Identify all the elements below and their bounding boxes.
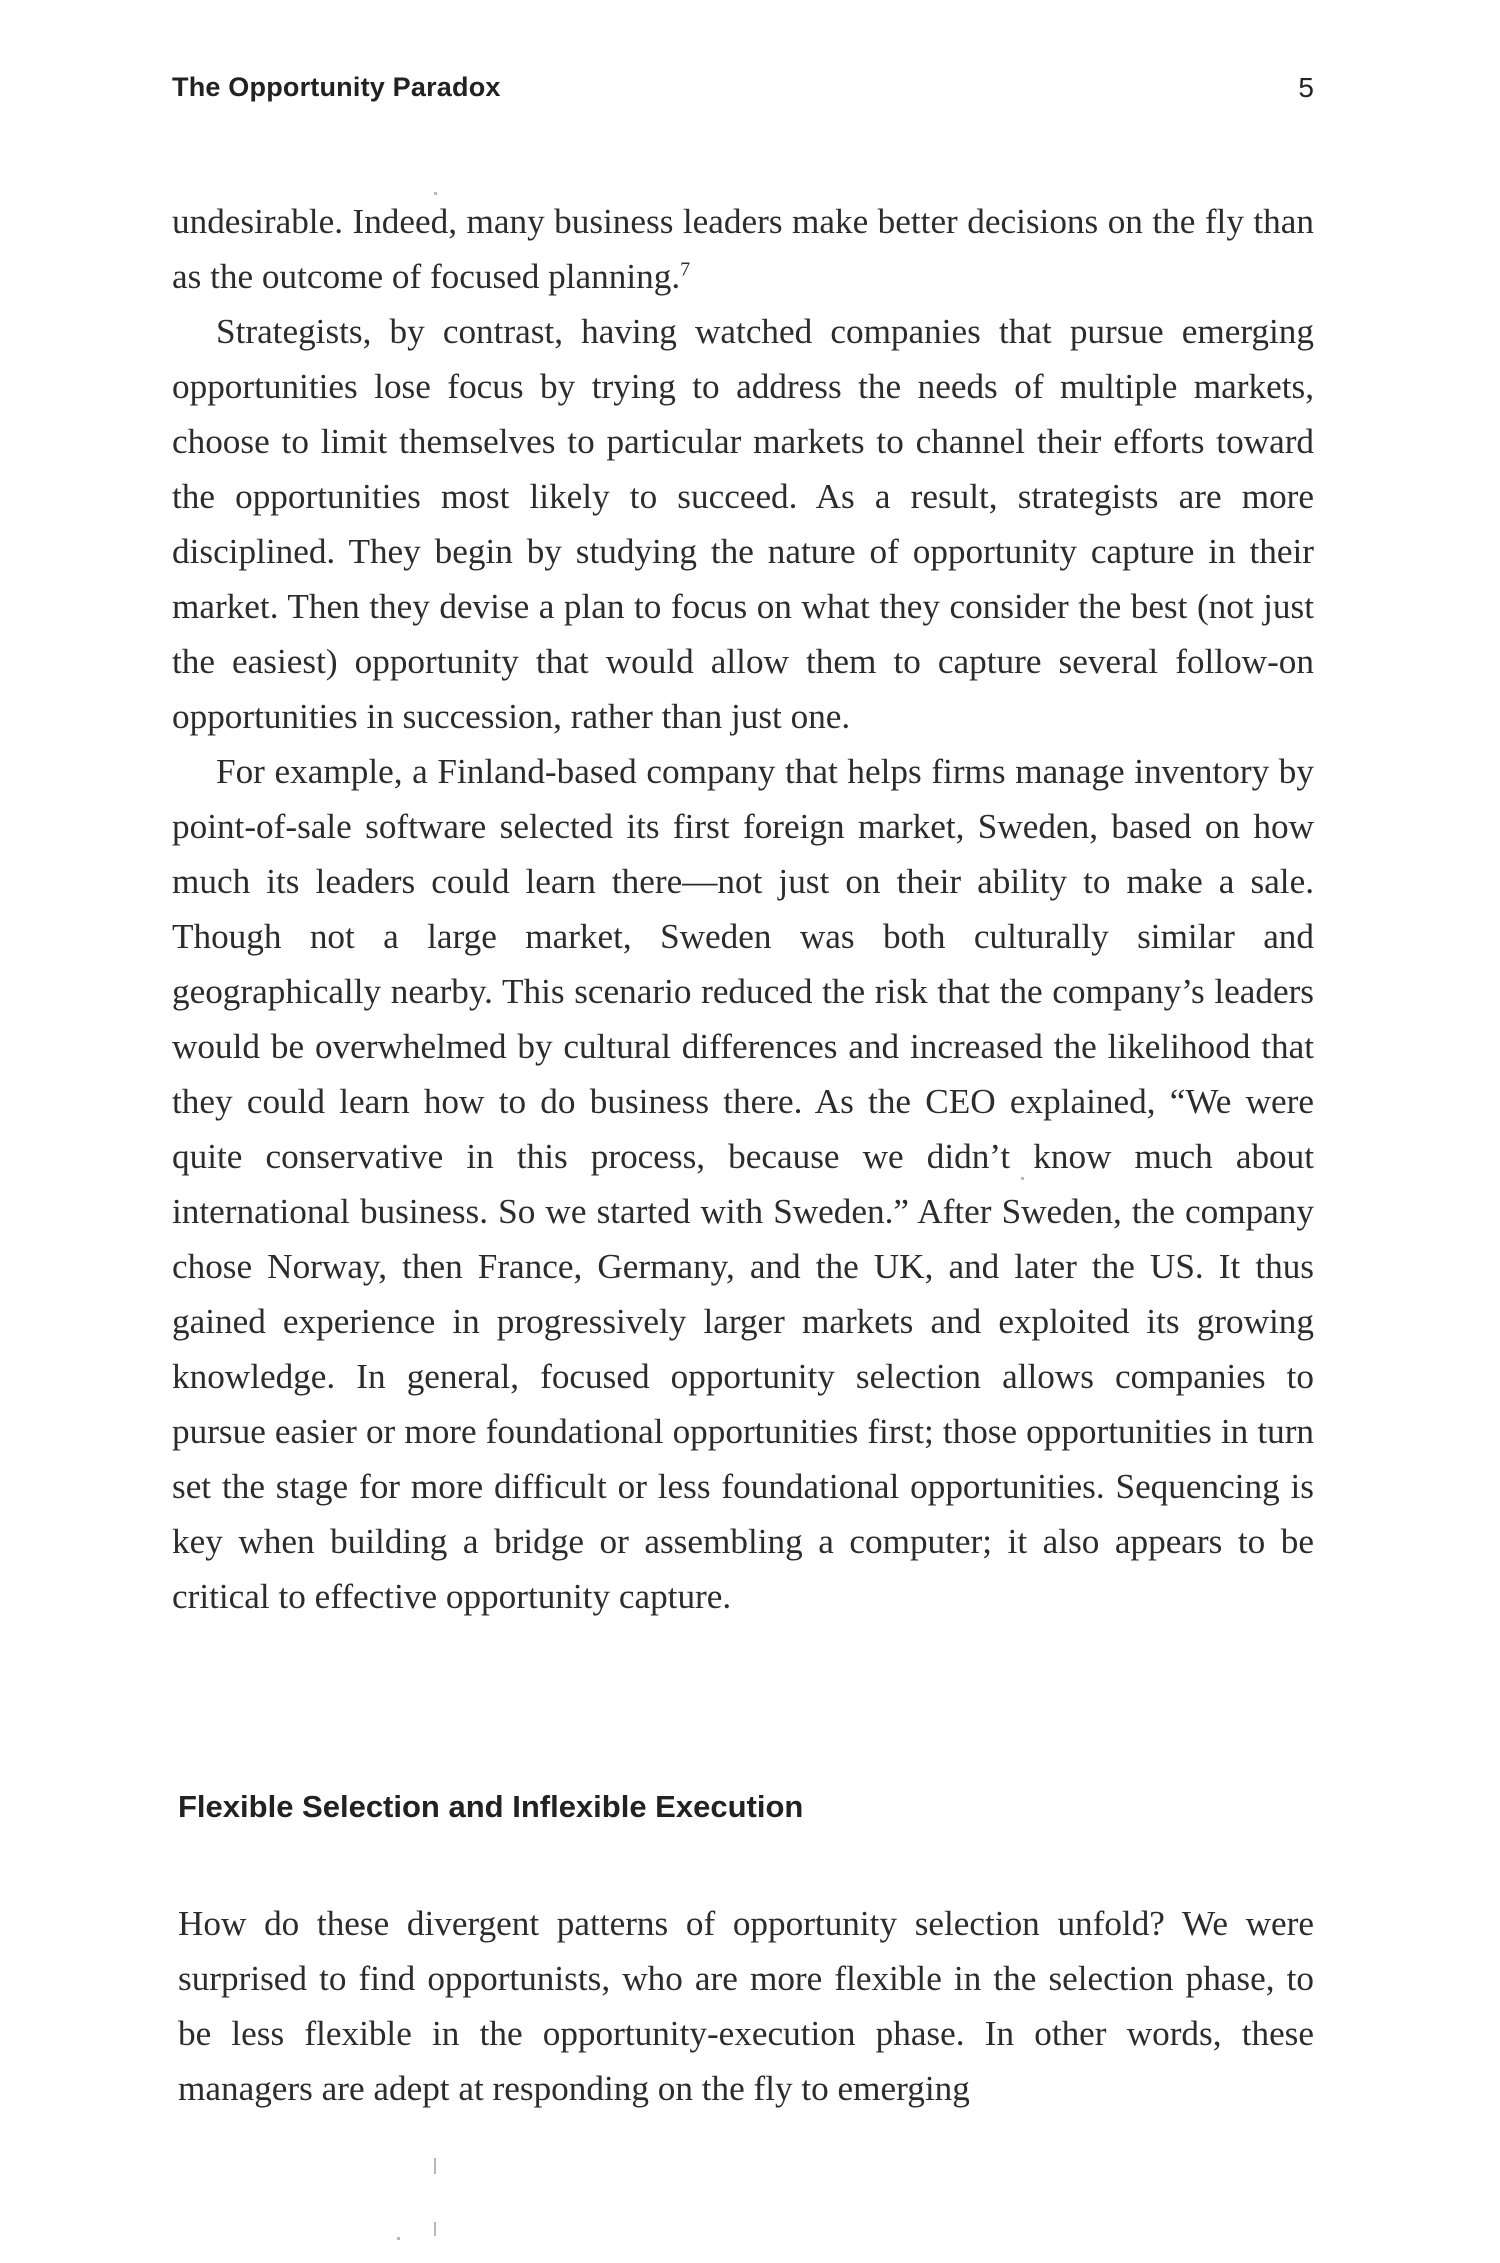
scan-speck	[434, 2158, 436, 2174]
paragraph-text: For example, a Finland-based company that helps firms manage inventory by point-of-sale software selected its first foreign market, Sweden, based on how much its leaders could learn there—not just on their ability to make a sale. Though not a large market, Sweden was both culturally similar and geographically nearby. This scenario reduced the risk that the company’s leaders would be overwhelmed by cultural differences and increased the likelihood that they could learn how to do business there. As the CEO explained, “We were quite conservative in this process, because we didn’t know much about international business. So we started with Sweden.” After Sweden, the company chose Norway, then France, Germany, and the UK, and later the US. It thus gained experience in progressively larger markets and exploited its growing knowledge. In general, focused opportunity selection allows companies to pursue easier or more foundational opportunities first; those opportunities in turn set the stage for more difficult or less foundational opportunities. Sequencing is key when building a bridge or assembling a computer; it also appears to be critical to effective opportunity capture.	[172, 752, 1314, 1616]
scan-speck	[434, 192, 437, 195]
footnote-marker: 7	[680, 258, 691, 281]
section-heading: Flexible Selection and Inflexible Execution	[178, 1789, 804, 1824]
paragraph-text: undesirable. Indeed, many business leaders make better decisions on the fly than as the outcome of focused planning.	[172, 202, 1314, 296]
scan-speck	[397, 2237, 400, 2240]
page-number: 5	[1298, 72, 1314, 103]
paragraph	[172, 304, 1314, 744]
paragraph	[172, 194, 1314, 304]
paragraph	[172, 744, 1314, 1624]
section-body-text	[178, 1896, 1314, 2116]
paragraph-text: Strategists, by contrast, having watched companies that pursue emerging opportunities lose focus by trying to address the needs of multiple markets, choose to limit themselves to particular markets to channel their efforts toward the opportunities most likely to succeed. As a result, strategists are more disciplined. They begin by studying the nature of opportunity capture in their market. Then they devise a plan to focus on what they consider the best (not just the easiest) opportunity that would allow them to capture several follow-on opportunities in succession, rather than just one.	[172, 312, 1314, 736]
body-text	[172, 194, 1314, 1624]
running-title: The Opportunity Paradox	[172, 72, 501, 102]
paragraph-text: How do these divergent patterns of opportunity selection unfold? We were surprised to find opportunists, who are more flexible in the selection phase, to be less flexible in the opportunity-execution phase. In other words, these managers are adept at responding on the fly to emerging	[178, 1904, 1314, 2108]
scan-speck	[434, 2222, 436, 2236]
paragraph	[178, 1896, 1314, 2116]
scan-speck	[1021, 1177, 1024, 1180]
running-head	[172, 72, 1314, 112]
